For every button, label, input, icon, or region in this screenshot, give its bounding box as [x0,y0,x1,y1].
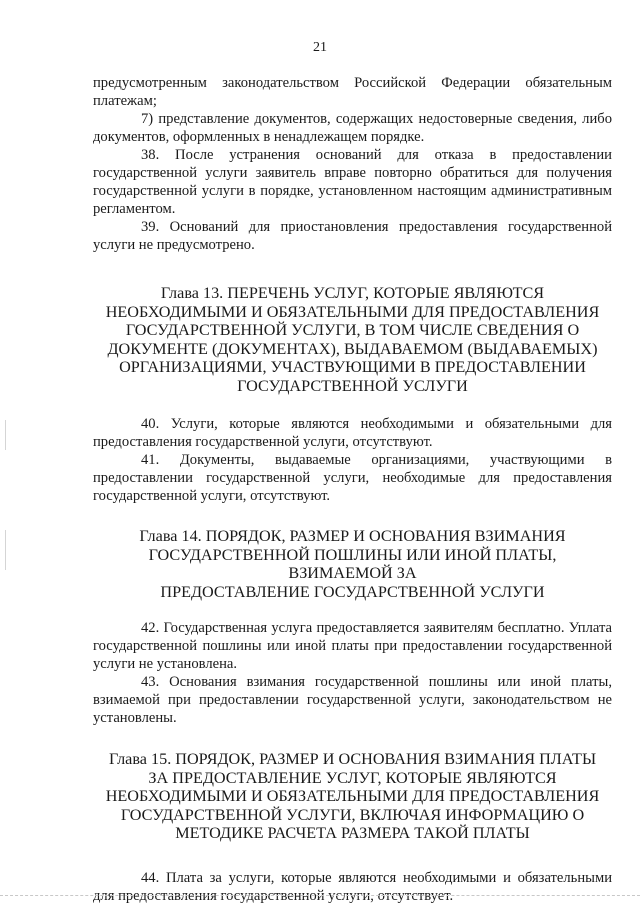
heading-line: ГОСУДАРСТВЕННОЙ ПОШЛИНЫ ИЛИ ИНОЙ ПЛАТЫ, ВЗИМАЕМОЙ ЗА [148,545,557,582]
heading-line: ГОСУДАРСТВЕННОЙ УСЛУГИ, ВКЛЮЧАЯ ИНФОРМАЦИЮ О [120,805,585,824]
heading-line: НЕОБХОДИМЫМИ И ОБЯЗАТЕЛЬНЫМИ ДЛЯ ПРЕДОСТАВЛЕНИЯ [105,787,600,805]
heading-line: Глава 15. ПОРЯДОК, РАЗМЕР И ОСНОВАНИЯ ВЗИМАНИЯ ПЛАТЫ [108,750,597,768]
heading-line: Глава 14. ПОРЯДОК, РАЗМЕР И ОСНОВАНИЯ ВЗИМАНИЯ [139,527,566,545]
chapter-14-heading [93,527,612,601]
paragraph-44: 44. Плата за услуги, которые являются необходимыми и обязательными для предоставления государственной услуги, отсутствует. [93,869,612,904]
heading-line: ГОСУДАРСТВЕННОЙ УСЛУГИ [237,376,468,395]
paragraph-40: 40. Услуги, которые являются необходимыми и обязательными для предоставления государственной услуги, отсутствуют. [93,416,612,450]
scan-edge-mark [5,420,6,450]
heading-line: НЕОБХОДИМЫМИ И ОБЯЗАТЕЛЬНЫМИ ДЛЯ ПРЕДОСТАВЛЕНИЯ [105,302,600,321]
paragraph-item-7: 7) представление документов, содержащих недостоверные сведения, либо документов, оформленных в ненадлежащем порядке. [93,111,612,145]
heading-line: ДОКУМЕНТЕ (ДОКУМЕНТАХ), ВЫДАВАЕМОМ (ВЫДАВАЕМЫХ) [107,339,598,358]
paragraph-41: 41. Документы, выдаваемые организациями, участвующими в предоставлении государственной услуги, необходимые для предоставления государственной услуги, отсутствуют. [93,452,612,504]
page-number: 21 [313,40,327,55]
scan-bottom-rule [0,895,640,897]
paragraph-43: 43. Основания взимания государственной пошлины или иной платы, взимаемой при предоставлении государственной услуги, законодательством не установлены. [93,674,612,726]
heading-line: ЗА ПРЕДОСТАВЛЕНИЕ УСЛУГ, КОТОРЫЕ ЯВЛЯЮТСЯ [148,768,557,787]
heading-line: МЕТОДИКЕ РАСЧЕТА РАЗМЕРА ТАКОЙ ПЛАТЫ [175,824,530,842]
heading-line: ГОСУДАРСТВЕННОЙ УСЛУГИ, В ТОМ ЧИСЛЕ СВЕДЕНИЯ О [125,321,580,339]
heading-line: Глава 13. ПЕРЕЧЕНЬ УСЛУГ, КОТОРЫЕ ЯВЛЯЮТСЯ [160,284,545,302]
chapter-15-heading [93,750,612,843]
heading-line: ПРЕДОСТАВЛЕНИЕ ГОСУДАРСТВЕННОЙ УСЛУГИ [160,582,545,601]
paragraph-39: 39. Оснований для приостановления предоставления государственной услуги не предусмотрено. [93,219,612,253]
scan-edge-mark [5,530,6,570]
heading-line: ОРГАНИЗАЦИЯМИ, УЧАСТВУЮЩИМИ В ПРЕДОСТАВЛЕНИИ [119,358,586,376]
paragraph-42: 42. Государственная услуга предоставляется заявителям бесплатно. Уплата государственной пошлины или иной платы при предоставлении государственной услуги не установлена. [93,620,612,672]
paragraph-38: 38. После устранения оснований для отказа в предоставлении государственной услуги заявитель вправе повторно обратиться для получения государственной услуги в порядке, установленном настоящим административным регламентом. [93,147,612,217]
page-content [93,74,612,905]
chapter-13-heading [93,284,612,395]
paragraph-continuation: предусмотренным законодательством Российской Федерации обязательным платежам; [93,75,612,109]
